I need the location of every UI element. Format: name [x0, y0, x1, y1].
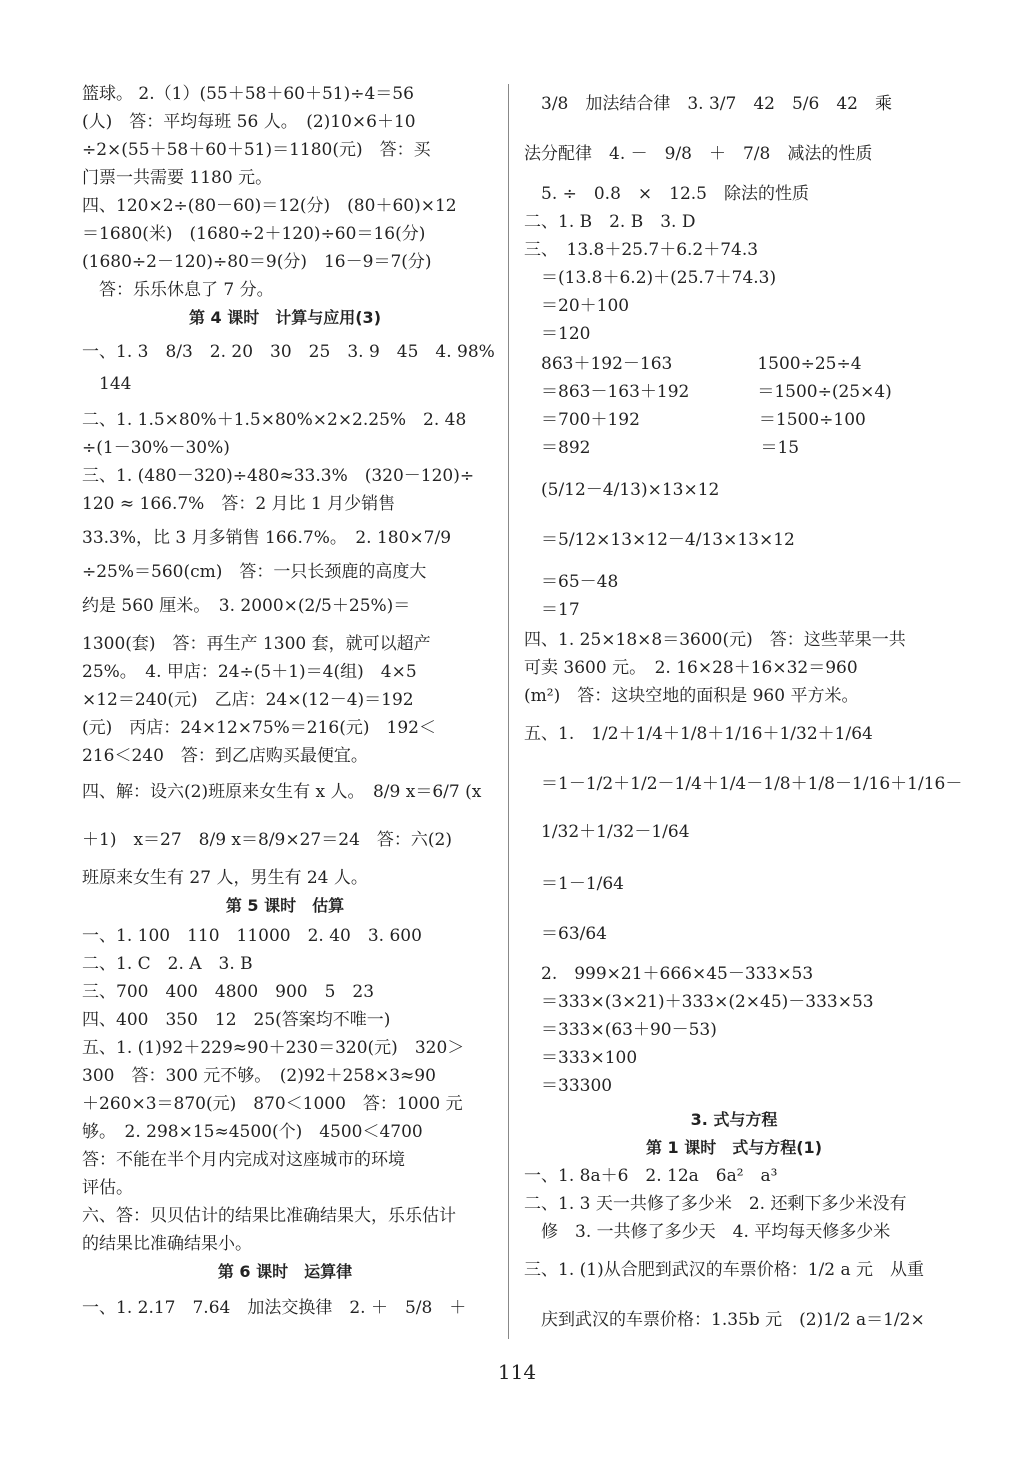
answer-line: ÷25%＝560(cm) 答：一只长颈鹿的高度大	[82, 562, 427, 582]
answer-line: 一、1. 100 110 11000 2. 40 3. 600	[82, 926, 422, 946]
answer-line: ＝17	[524, 600, 580, 620]
answer-line: 五、1. (1)92＋229≈90＋230＝320(元) 320＞	[82, 1038, 465, 1058]
answer-line: ＝1－1/64	[524, 874, 624, 894]
answer-line: 3/8 加法结合律 3. 3/7 42 5/6 42 乘	[524, 94, 892, 114]
answer-line: (人) 答：平均每班 56 人。 (2)10×6＋10	[82, 112, 416, 132]
answer-line: 863＋192－163 1500÷25÷4	[524, 354, 862, 374]
answer-line: 四、120×2÷(80－60)＝12(分) (80＋60)×12	[82, 196, 457, 216]
answer-line: ＝333×(63＋90－53)	[524, 1020, 717, 1040]
answer-line: 庆到武汉的车票价格：1.35b 元 (2)1/2 a＝1/2×	[524, 1310, 925, 1330]
answer-line: ×12＝240(元) 乙店：24×(12－4)＝192	[82, 690, 414, 710]
answer-line: 评估。	[82, 1178, 133, 1198]
answer-line: 1/32＋1/32－1/64	[524, 822, 690, 842]
answer-line: ＝20＋100	[524, 296, 630, 316]
answer-line: 五、1. 1/2＋1/4＋1/8＋1/16＋1/32＋1/64	[524, 724, 873, 744]
answer-line: 门票一共需要 1180 元。	[82, 168, 273, 188]
answer-line: ＋1) x＝27 8/9 x＝8/9×27＝24 答：六(2)	[82, 830, 452, 850]
answer-line: 三、700 400 4800 900 5 23	[82, 982, 375, 1002]
answer-line: ＝120	[524, 324, 591, 344]
answer-line: ＝63/64	[524, 924, 607, 944]
answer-line: 二、1. 1.5×80%＋1.5×80%×2×2.25% 2. 48	[82, 410, 467, 430]
answer-line: 一、1. 3 8/3 2. 20 30 25 3. 9 45 4. 98%	[82, 342, 495, 362]
answer-line: 班原来女生有 27 人，男生有 24 人。	[82, 868, 368, 888]
answer-line: ÷(1－30%－30%)	[82, 438, 230, 458]
answer-line: 1300(套) 答：再生产 1300 套，就可以超产	[82, 634, 431, 654]
answer-line: (元) 丙店：24×12×75%＝216(元) 192＜	[82, 718, 436, 738]
answer-line: 300 答：300 元不够。 (2)92＋258×3≈90	[82, 1066, 436, 1086]
section-heading: 第 1 课时 式与方程(1)	[645, 1138, 823, 1157]
answer-line: (5/12－4/13)×13×12	[524, 480, 720, 500]
answer-line: ＝892 ＝15	[524, 438, 800, 458]
answer-line: 三、1. (1)从合肥到武汉的车票价格：1/2 a 元 从重	[524, 1260, 925, 1280]
answer-line: 33.3%，比 3 月多销售 166.7%。 2. 180×7/9	[82, 528, 452, 548]
answer-line: ＝863－163＋192 ＝1500÷(25×4)	[524, 382, 892, 402]
answer-line: 答：乐乐休息了 7 分。	[82, 280, 274, 300]
section-heading: 第 5 课时 估算	[225, 896, 345, 915]
page-number: 114	[497, 1360, 537, 1384]
answer-line: 够。 2. 298×15≈4500(个) 4500＜4700	[82, 1122, 423, 1142]
answer-line: ＝333×(3×21)＋333×(2×45)－333×53	[524, 992, 874, 1012]
answer-line: 约是 560 厘米。 3. 2000×(2/5＋25%)＝	[82, 596, 411, 616]
answer-line: 修 3. 一共修了多少天 4. 平均每天修多少米	[524, 1222, 891, 1242]
section-heading: 第 6 课时 运算律	[217, 1262, 353, 1281]
answer-line: 可卖 3600 元。 2. 16×28＋16×32＝960	[524, 658, 858, 678]
answer-line: 法分配律 4. － 9/8 ＋ 7/8 减法的性质	[524, 144, 873, 164]
answer-line: 三、1. (480－320)÷480≈33.3% (320－120)÷	[82, 466, 475, 486]
answer-line: ＝333×100	[524, 1048, 638, 1068]
answer-line: 三、 13.8＋25.7＋6.2＋74.3	[524, 240, 759, 260]
answer-line: 120 ≈ 166.7% 答：2 月比 1 月少销售	[82, 494, 396, 514]
answer-line: ＝700＋192 ＝1500÷100	[524, 410, 866, 430]
answer-line: 5. ÷ 0.8 × 12.5 除法的性质	[524, 184, 809, 204]
answer-line: 六、答：贝贝估计的结果比准确结果大，乐乐估计	[82, 1206, 456, 1226]
answer-line: 2. 999×21＋666×45－333×53	[524, 964, 814, 984]
answer-line: ＝65－48	[524, 572, 619, 592]
answer-line: ＝33300	[524, 1076, 613, 1096]
answer-line: 二、1. C 2. A 3. B	[82, 954, 253, 974]
answer-line: ＝1680(米) (1680÷2＋120)÷60＝16(分)	[82, 224, 426, 244]
answer-line: 四、400 350 12 25(答案均不唯一)	[82, 1010, 391, 1030]
answer-line: ＝(13.8＋6.2)＋(25.7＋74.3)	[524, 268, 777, 288]
section-heading: 第 4 课时 计算与应用(3)	[188, 308, 382, 327]
column-divider	[508, 84, 509, 1339]
answer-line: (m²) 答：这块空地的面积是 960 平方米。	[524, 686, 859, 706]
answer-line: ＋260×3＝870(元) 870＜1000 答：1000 元	[82, 1094, 463, 1114]
answer-line: 的结果比准确结果小。	[82, 1234, 252, 1254]
answer-line: 二、1. 3 天一共修了多少米 2. 还剩下多少米没有	[524, 1194, 907, 1214]
answer-line: 四、1. 25×18×8＝3600(元) 答：这些苹果一共	[524, 630, 906, 650]
answer-line: 篮球。 2.（1）(55＋58＋60＋51)÷4＝56	[82, 84, 414, 104]
answer-line: (1680÷2－120)÷80＝9(分) 16－9＝7(分)	[82, 252, 432, 272]
answer-line: 一、1. 8a＋6 2. 12a 6a² a³	[524, 1166, 778, 1186]
answer-line: ＝1－1/2＋1/2－1/4＋1/4－1/8＋1/8－1/16＋1/16－	[524, 774, 963, 794]
answer-line: 答：不能在半个月内完成对这座城市的环境	[82, 1150, 405, 1170]
answer-line: 216＜240 答：到乙店购买最便宜。	[82, 746, 368, 766]
answer-line: 25%。 4. 甲店：24÷(5＋1)＝4(组) 4×5	[82, 662, 417, 682]
answer-line: ＝5/12×13×12－4/13×13×12	[524, 530, 795, 550]
answer-line: 一、1. 2.17 7.64 加法交换律 2. ＋ 5/8 ＋	[82, 1298, 467, 1318]
answer-line: 四、解：设六(2)班原来女生有 x 人。 8/9 x＝6/7 (x	[82, 782, 482, 802]
answer-line: ÷2×(55＋58＋60＋51)＝1180(元) 答：买	[82, 140, 431, 160]
answer-line: 144	[82, 374, 132, 394]
answer-line: 二、1. B 2. B 3. D	[524, 212, 696, 232]
section-heading: 3. 式与方程	[690, 1110, 778, 1129]
